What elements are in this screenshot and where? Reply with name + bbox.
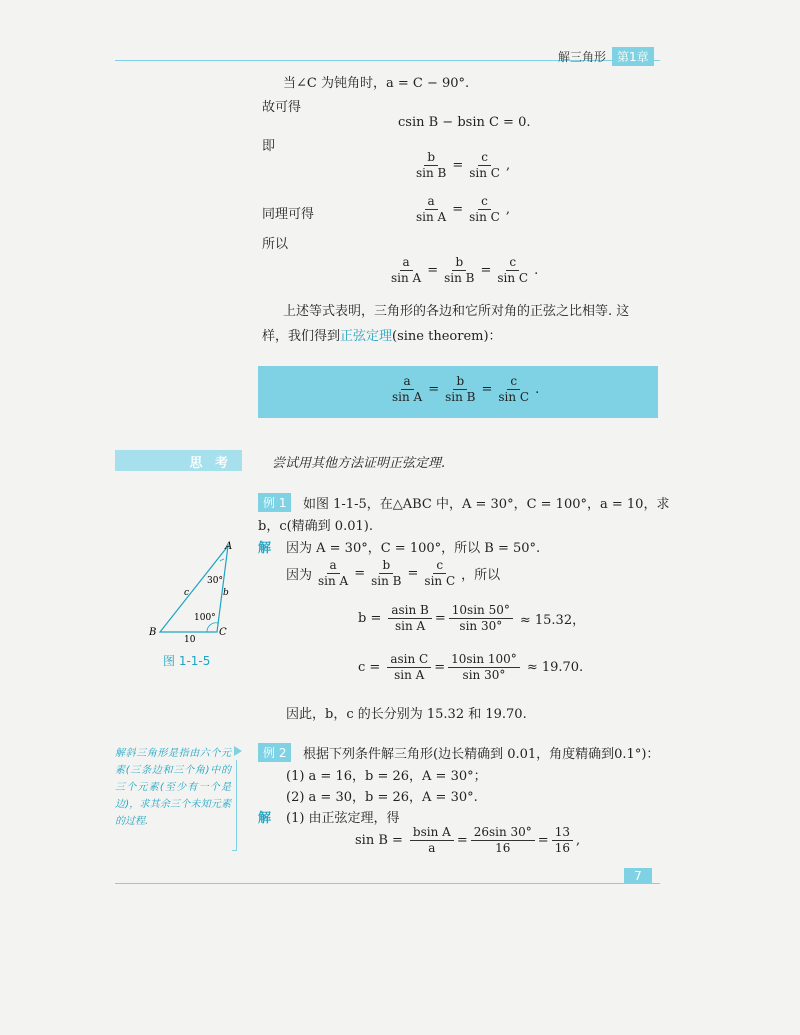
example-1-line-1: 如图 1-1-5，在△ABC 中，A = 30°，C = 100°，a = 10，求 xyxy=(303,497,670,512)
label-side-a: 10 xyxy=(184,635,196,645)
label-B: B xyxy=(149,627,157,638)
example-2-tag: 例 2 xyxy=(258,743,291,762)
label-angle-A: 30° xyxy=(207,576,223,586)
footer-rule xyxy=(115,883,660,884)
label-side-b: b xyxy=(223,588,229,598)
text-line-1: 当∠C 为钝角时，a = C − 90°. xyxy=(283,76,470,91)
label-C: C xyxy=(219,627,227,638)
sine-theorem-term: 正弦定理 xyxy=(340,329,393,344)
equation-c: c = $\frac{\text{asin C}}{\text{sin A}}$ = $\frac{10\sin 100^\circ}{\sin 30^\circ}$ ≈ 19.70. xyxy=(358,652,584,682)
chapter-title: 解三角形 xyxy=(558,50,607,64)
sidenote-bracket xyxy=(232,760,237,851)
sine-theorem-formula: $\frac{a}{\text{sin A}}$ = $\frac{b}{\text{sin B}}$ = $\frac{c}{\text{sin C}}$ . xyxy=(392,374,540,404)
solution-1-line-1: 因为 A = 30°，C = 100°，所以 B = 50°. xyxy=(286,541,541,556)
solution-2-tag: 解 xyxy=(258,811,272,826)
label-angle-C: 100° xyxy=(194,613,216,623)
text-line-3: 即 xyxy=(262,139,276,154)
page-number: 7 xyxy=(624,868,652,884)
label-A: A xyxy=(225,541,233,552)
example-1-line-2: b，c(精确到 0.01). xyxy=(258,519,373,534)
angle-arc-A xyxy=(220,559,224,561)
solution-2-line-1: (1) 由正弦定理，得 xyxy=(286,811,400,826)
solution-1-line-2: 因为 $\frac{a}{\text{sin A}}$ = $\frac{b}{\text{sin B}}$ = $\frac{c}{\text{sin C}}$ ，所以 xyxy=(286,558,501,588)
equation-3: $\frac{a}{\text{sin A}}$ = $\frac{c}{\text{sin C}}$ , xyxy=(416,194,510,224)
equation-sinB: sin B = $\frac{\text{bsin A}}{a}$ = $\frac{26\sin 30^\circ}{16}$ = $\frac{13}{16}$ , xyxy=(355,825,581,855)
equation-b: b = $\frac{\text{asin B}}{\text{sin A}}$ = $\frac{10\sin 50^\circ}{\sin 30^\circ}$ ≈ 15.32， xyxy=(358,603,586,633)
paragraph-line-1: 上述等式表明，三角形的各边和它所对角的正弦之比相等. 这 xyxy=(283,304,630,319)
example-1-tag: 例 1 xyxy=(258,493,291,512)
sidenote-arrow-icon xyxy=(234,746,242,756)
equation-4: $\frac{a}{\text{sin A}}$ = $\frac{b}{\text{sin B}}$ = $\frac{c}{\text{sin C}}$ . xyxy=(391,255,539,285)
example-2-item-2: (2) a = 30，b = 26，A = 30°. xyxy=(286,790,478,805)
section-badge: 第1章 xyxy=(612,47,654,66)
triangle-figure xyxy=(140,535,250,650)
equation-2: $\frac{b}{\text{sin B}}$ = $\frac{c}{\text{sin C}}$ , xyxy=(416,150,511,180)
equation-1: csin B − bsin C = 0. xyxy=(398,115,531,130)
sidenote xyxy=(115,745,231,850)
text-line-4: 同理可得 xyxy=(262,207,315,222)
paragraph-line-2: 样，我们得到正弦定理(sine theorem)： xyxy=(262,329,502,344)
text-line-2: 故可得 xyxy=(262,100,302,115)
example-2-line-1: 根据下列条件解三角形(边长精确到 0.01，角度精确到0.1°)： xyxy=(303,747,660,762)
angle-arc-C xyxy=(207,623,218,632)
think-banner xyxy=(115,450,242,471)
theorem-box xyxy=(258,366,658,418)
sidenote-text: 解斜三角形是指由六个元素(三条边和三个角)中的三个元素(至少有一个是边)，求其余三个未知元素的过程. xyxy=(115,748,231,827)
figure-caption: 图 1-1-5 xyxy=(163,654,211,668)
think-label: 思 考 xyxy=(189,456,232,471)
label-side-c: c xyxy=(184,588,190,598)
text-line-5: 所以 xyxy=(262,237,289,252)
solution-1-tag: 解 xyxy=(258,541,272,556)
think-text: 尝试用其他方法证明正弦定理. xyxy=(272,456,446,471)
example-2-item-1: (1) a = 16，b = 26，A = 30°； xyxy=(286,769,487,784)
solution-1-conclusion: 因此，b，c 的长分别为 15.32 和 19.70. xyxy=(286,707,527,722)
